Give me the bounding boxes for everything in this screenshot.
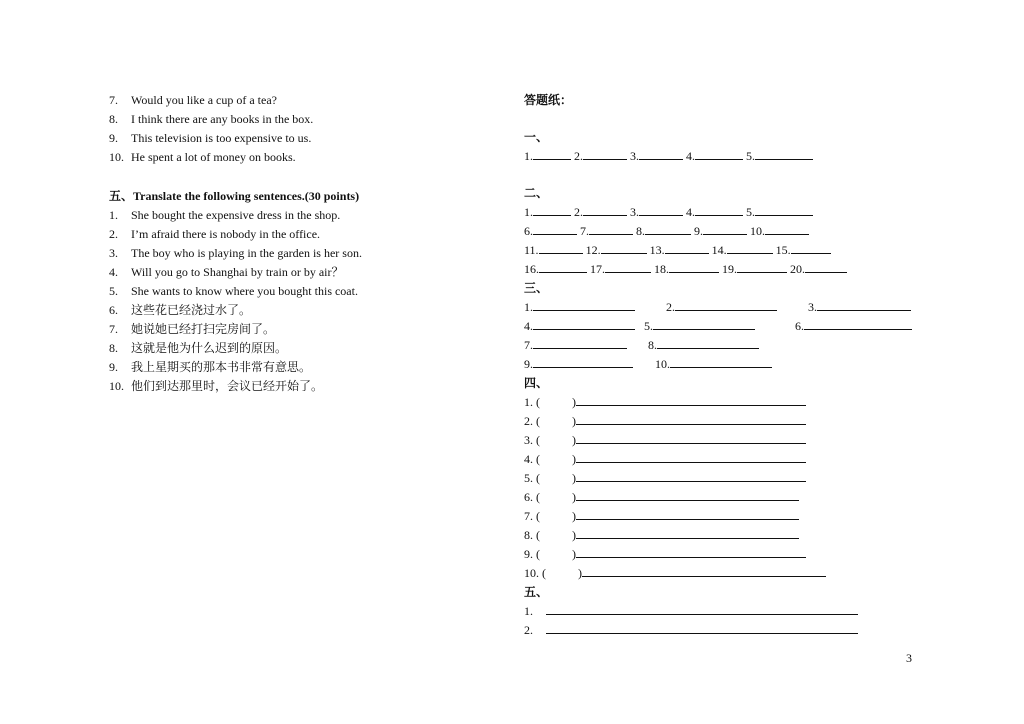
list-item: 5. She wants to know where you bought this coat. xyxy=(109,284,358,298)
answer-row: 10. ( ) xyxy=(524,564,964,583)
answer-blank[interactable] xyxy=(703,222,747,235)
section-5-title: 五、Translate the following sentences.(30 points) xyxy=(109,189,360,203)
answer-row: 1. ( ) xyxy=(524,393,964,412)
answer-row: 1. 2. 3. xyxy=(524,298,964,317)
answer-row: 7. 8. xyxy=(524,336,964,355)
answer-blank[interactable] xyxy=(804,317,912,330)
section-5-heading: 五、 xyxy=(524,585,549,599)
list-item: 9. 我上星期买的那本书非常有意思。 xyxy=(109,360,312,374)
answer-blank[interactable] xyxy=(576,450,806,463)
spacer xyxy=(524,166,964,184)
answer-row: 6. 7. 8. 9. 10. xyxy=(524,222,964,241)
answer-row: 6. ( ) xyxy=(524,488,964,507)
answer-blank[interactable] xyxy=(755,147,813,160)
section-4-heading: 四、 xyxy=(524,376,549,390)
answer-blank[interactable] xyxy=(546,602,858,615)
list-item: 1. She bought the expensive dress in the shop. xyxy=(109,208,341,222)
answer-blank[interactable] xyxy=(653,317,755,330)
answer-row: 4. ( ) xyxy=(524,450,964,469)
answer-row: 1. 2. 3. 4. 5. xyxy=(524,203,964,222)
section-1-heading: 一、 xyxy=(524,130,549,144)
answer-blank[interactable] xyxy=(791,241,831,254)
answer-blank[interactable] xyxy=(669,260,719,273)
answer-blank[interactable] xyxy=(533,203,571,216)
spacer xyxy=(524,110,964,128)
answer-blank[interactable] xyxy=(657,336,759,349)
page-number: 3 xyxy=(906,651,912,665)
answer-blank[interactable] xyxy=(817,298,911,311)
spacer xyxy=(109,167,489,187)
list-item: 4. Will you go to Shanghai by train or by air？ xyxy=(109,265,344,279)
list-item: 10. He spent a lot of money on books. xyxy=(109,150,296,164)
answer-row: 4. 5. 6. xyxy=(524,317,964,336)
answer-row: 9. 10. xyxy=(524,355,964,374)
answer-blank[interactable] xyxy=(576,488,799,501)
answer-blank[interactable] xyxy=(737,260,787,273)
answer-blank[interactable] xyxy=(639,147,683,160)
list-item: 7. 她说她已经打扫完房间了。 xyxy=(109,322,276,336)
answer-blank[interactable] xyxy=(605,260,651,273)
answer-blank[interactable] xyxy=(576,526,799,539)
answer-blank[interactable] xyxy=(533,355,633,368)
answer-blank[interactable] xyxy=(695,147,743,160)
answer-blank[interactable] xyxy=(675,298,777,311)
answer-sheet xyxy=(524,91,964,640)
answer-blank[interactable] xyxy=(727,241,773,254)
list-item: 10. 他们到达那里时，会议已经开始了。 xyxy=(109,379,324,393)
answer-blank[interactable] xyxy=(695,203,743,216)
answer-row: 8. ( ) xyxy=(524,526,964,545)
list-item: 8. I think there are any books in the box. xyxy=(109,112,314,126)
answer-blank[interactable] xyxy=(576,507,799,520)
answer-blank[interactable] xyxy=(665,241,709,254)
answer-blank[interactable] xyxy=(533,336,627,349)
answer-row: 1. 2. 3. 4. 5. xyxy=(524,147,964,166)
list-item: 9. This television is too expensive to us. xyxy=(109,131,312,145)
questions-column xyxy=(109,91,489,396)
answer-sheet-title: 答题纸： xyxy=(524,93,573,107)
answer-row: 1. xyxy=(524,602,964,621)
answer-blank[interactable] xyxy=(533,222,577,235)
answer-blank[interactable] xyxy=(576,469,806,482)
answer-blank[interactable] xyxy=(533,147,571,160)
answer-row: 5. ( ) xyxy=(524,469,964,488)
answer-blank[interactable] xyxy=(576,393,806,406)
answer-row: 7. ( ) xyxy=(524,507,964,526)
answer-blank[interactable] xyxy=(576,545,806,558)
list-item: 7. Would you like a cup of a tea? xyxy=(109,93,277,107)
answer-blank[interactable] xyxy=(582,564,826,577)
answer-blank[interactable] xyxy=(583,147,627,160)
answer-row: 2. ( ) xyxy=(524,412,964,431)
answer-blank[interactable] xyxy=(533,298,635,311)
answer-blank[interactable] xyxy=(539,241,583,254)
answer-blank[interactable] xyxy=(639,203,683,216)
answer-row: 16. 17. 18. 19. 20. xyxy=(524,260,964,279)
answer-blank[interactable] xyxy=(539,260,587,273)
list-item: 8. 这就是他为什么迟到的原因。 xyxy=(109,341,288,355)
answer-blank[interactable] xyxy=(805,260,847,273)
answer-blank[interactable] xyxy=(589,222,633,235)
list-item: 3. The boy who is playing in the garden is her son. xyxy=(109,246,362,260)
answer-row: 3. ( ) xyxy=(524,431,964,450)
answer-blank[interactable] xyxy=(576,412,806,425)
answer-blank[interactable] xyxy=(670,355,772,368)
answer-blank[interactable] xyxy=(601,241,647,254)
answer-row: 2. xyxy=(524,621,964,640)
answer-blank[interactable] xyxy=(546,621,858,634)
answer-row: 9. ( ) xyxy=(524,545,964,564)
section-3-heading: 三、 xyxy=(524,281,549,295)
list-item: 2. I’m afraid there is nobody in the office. xyxy=(109,227,321,241)
answer-blank[interactable] xyxy=(765,222,809,235)
answer-blank[interactable] xyxy=(755,203,813,216)
list-item: 6. 这些花已经浇过水了。 xyxy=(109,303,252,317)
answer-blank[interactable] xyxy=(533,317,635,330)
section-2-heading: 二、 xyxy=(524,186,549,200)
answer-blank[interactable] xyxy=(583,203,627,216)
answer-row: 11. 12. 13. 14. 15. xyxy=(524,241,964,260)
answer-blank[interactable] xyxy=(645,222,691,235)
answer-blank[interactable] xyxy=(576,431,806,444)
